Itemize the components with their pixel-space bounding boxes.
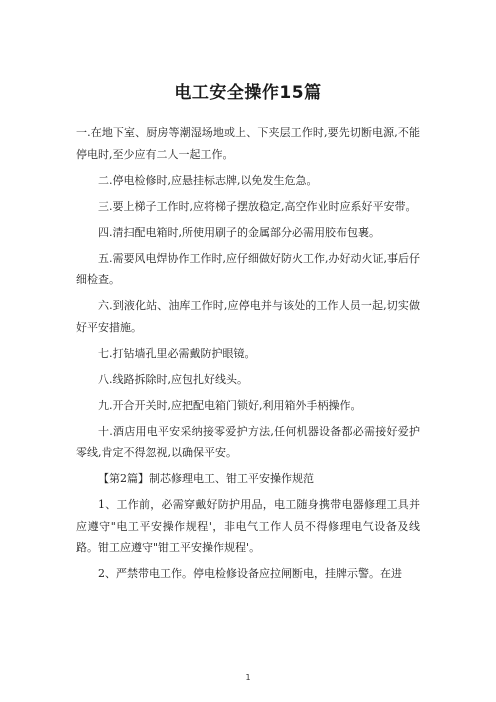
paragraph-1: 一.在地下室、厨房等潮湿场地或上、下夹层工作时,要先切断电源,不能停电时,至少应有二人一起工作。 [76,126,420,161]
paragraph-12: 1、工作前，必需穿戴好防护用品，电工随身携带电器修理工具并应遵守"电工平安操作规程'，非电气工作人员不得修理电气设备及线路。钳工应遵守"钳工平安操作规程'。 [76,498,420,554]
document-body [76,122,420,589]
paragraph-4: 四.清扫配电箱时,所使用刷子的金属部分必需用胶布包裹。 [98,225,380,239]
paragraph-2: 二.停电检修时,应悬挂标志牌,以免发生危急。 [98,173,318,187]
document-title: 电工安全操作15篇 [174,83,322,103]
paragraph-6: 六.到液化站、油库工作时,应停电并与该处的工作人员一起,切实做好平安措施。 [76,299,420,334]
section-heading: 【第2篇】制芯修理电工、钳工平安操作规范 [98,472,314,485]
paragraph-10: 十.酒店用电平安采纳接零爱护方法,任何机器设备都必需接好爱护零线,肯定不得忽视,以确保平安。 [76,424,420,459]
paragraph-8: 八.线路拆除时,应包扎好线头。 [98,372,248,386]
paragraph-13: 2、严禁带电工作。停电检修设备应拉闸断电，挂牌示警。在进 [98,567,402,580]
paragraph-3: 三.要上梯子工作时,应将梯子摆放稳定,高空作业时应系好平安带。 [98,199,417,213]
paragraph-5: 五.需要风电焊协作工作时,应仔细做好防火工作,办好动火证,事后仔细检查。 [76,251,420,286]
paragraph-9: 九.开合开关时,应把配电箱门锁好,利用箱外手柄操作。 [98,398,362,412]
paragraph-7: 七.打钻墙孔里必需戴防护眼镜。 [98,346,256,360]
page-number: 1 [245,673,251,682]
